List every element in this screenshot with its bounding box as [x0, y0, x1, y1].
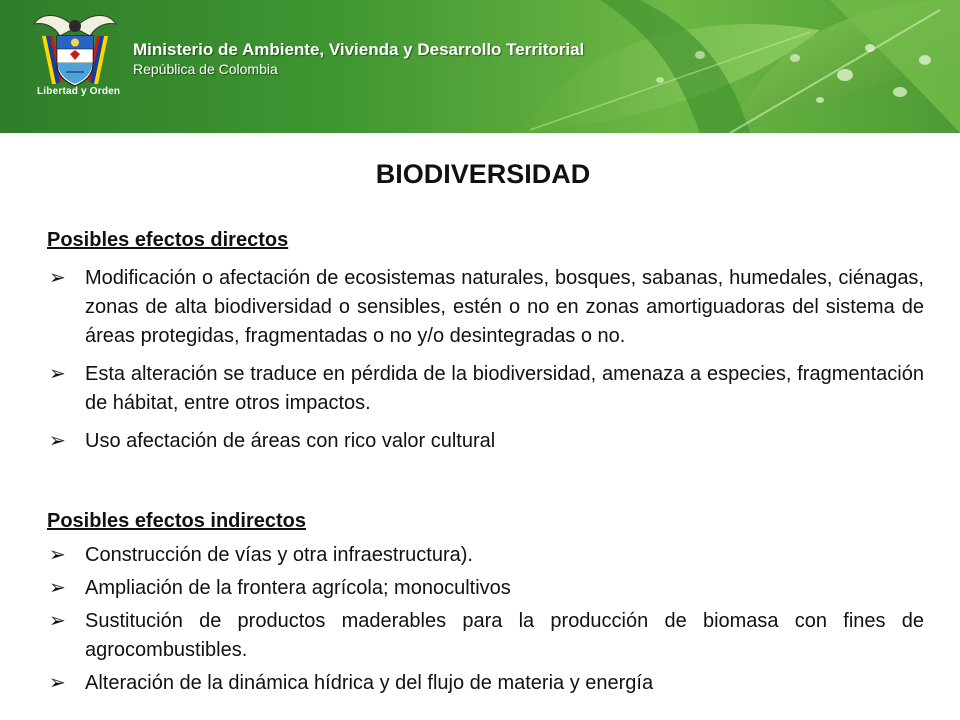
- arrowhead-bullet-icon: ➢: [49, 430, 66, 452]
- arrowhead-bullet-icon: ➢: [49, 267, 66, 289]
- indirect-effects-list: [47, 541, 924, 702]
- direct-effects-heading: Posibles efectos directos: [47, 229, 289, 251]
- ministry-name: Ministerio de Ambiente, Vivienda y Desarrollo Territorial: [133, 40, 585, 59]
- list-item: [47, 541, 924, 570]
- list-item: [47, 264, 924, 351]
- direct-effects-list: [47, 264, 924, 465]
- indirect-effects-heading: Posibles efectos indirectos: [47, 510, 306, 532]
- republic-name: República de Colombia: [133, 61, 278, 77]
- list-item: [47, 669, 924, 698]
- list-item-text: Ampliación de la frontera agrícola; monocultivos: [85, 577, 511, 599]
- list-item-text: Construcción de vías y otra infraestructura).: [85, 544, 473, 566]
- page-title: BIODIVERSIDAD: [375, 159, 591, 189]
- header-banner: [0, 0, 960, 133]
- arrowhead-bullet-icon: ➢: [49, 363, 66, 385]
- colombia-coat-of-arms-icon: [30, 6, 120, 116]
- list-item: [47, 607, 924, 665]
- arrowhead-bullet-icon: ➢: [49, 544, 66, 566]
- list-item-text: Esta alteración se traduce en pérdida de la biodiversidad, amenaza a especies, fragmentación de hábitat, entre otros impactos.: [85, 363, 924, 414]
- list-item-text: Alteración de la dinámica hídrica y del flujo de materia y energía: [85, 672, 654, 694]
- list-item-text: Sustitución de productos maderables para la producción de biomasa con fines de agrocombustibles.: [85, 610, 924, 661]
- list-item: [47, 360, 924, 418]
- arrowhead-bullet-icon: ➢: [49, 610, 66, 632]
- list-item: [47, 574, 924, 603]
- arrowhead-bullet-icon: ➢: [49, 672, 66, 694]
- list-item-text: Modificación o afectación de ecosistemas naturales, bosques, sabanas, humedales, ciénagas, zonas de alta biodiversidad o sensibles, estén o no en zonas amortiguadoras del sistema de áreas protegidas, fragmentadas o no y/o desintegradas o no.: [85, 267, 924, 347]
- leaf-background-icon: [400, 0, 960, 133]
- arrowhead-bullet-icon: ➢: [49, 577, 66, 599]
- list-item: [47, 427, 924, 456]
- list-item-text: Uso afectación de áreas con rico valor cultural: [85, 430, 496, 452]
- motto-text: Libertad y Orden: [37, 86, 121, 97]
